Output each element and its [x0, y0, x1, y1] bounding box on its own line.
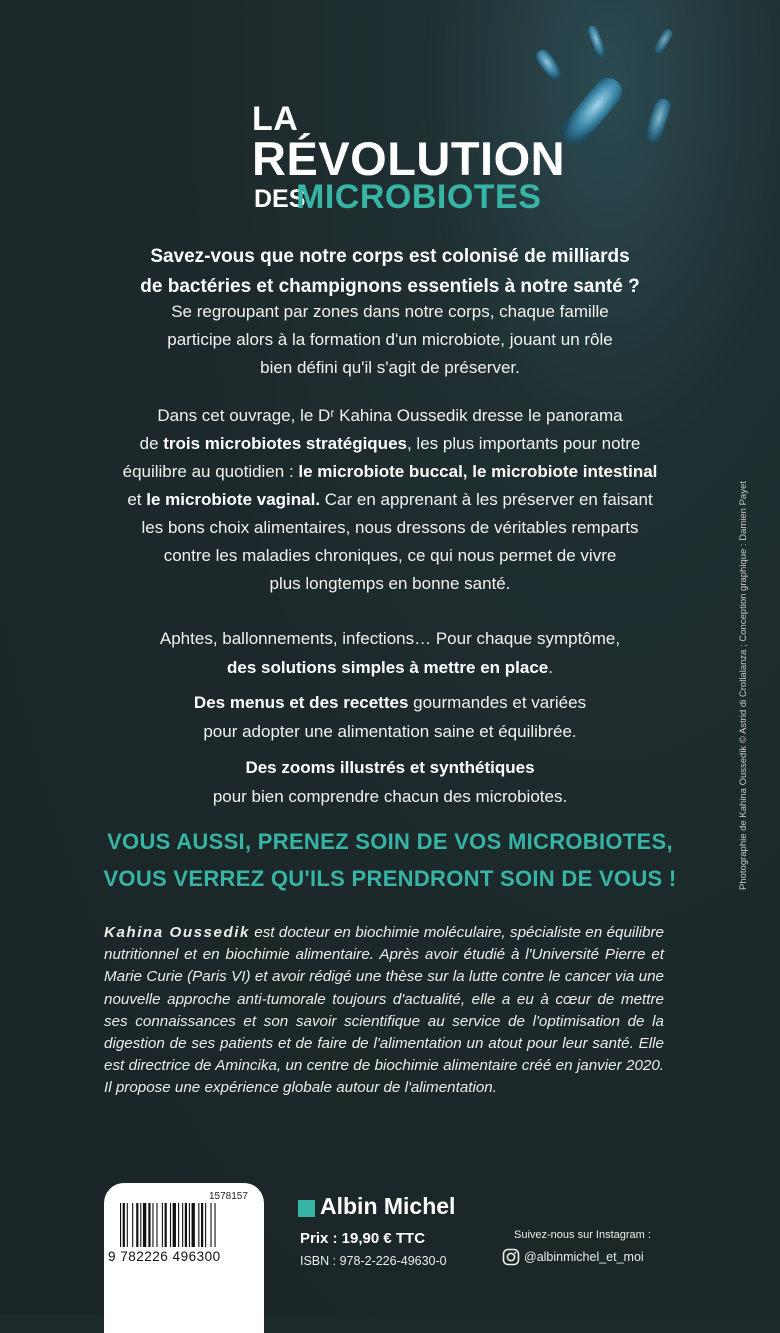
- barcode-bars: [120, 1203, 248, 1247]
- bold-text: trois microbiotes stratégiques: [163, 434, 407, 453]
- barcode-reference: 1578157: [209, 1191, 248, 1202]
- barcode-bar: [156, 1203, 157, 1247]
- text-line: [90, 653, 690, 682]
- barcode-bar: [192, 1203, 195, 1247]
- publisher-name: Albin Michel: [320, 1193, 456, 1219]
- instagram-handle: @albinmichel_et_moi: [524, 1250, 644, 1264]
- text-span: .: [548, 658, 553, 677]
- barcode-bar: [215, 1203, 216, 1247]
- overview-paragraph: [90, 402, 690, 598]
- text-line: bien défini qu'il s'agit de préserver.: [260, 358, 520, 377]
- text-line: Se regroupant par zones dans notre corps, chaque famille: [171, 302, 609, 321]
- barcode-bar: [182, 1203, 183, 1247]
- feature-symptoms: [90, 624, 690, 682]
- text-line: plus longtemps en bonne santé.: [269, 574, 511, 593]
- barcode-bar: [123, 1203, 125, 1247]
- feature-zooms: [90, 753, 690, 811]
- barcode-bar: [140, 1203, 141, 1247]
- instagram-label: Suivez-nous sur Instagram :: [514, 1229, 651, 1241]
- text-line: [90, 688, 690, 717]
- barcode-bar: [210, 1203, 211, 1247]
- bold-text: le microbiote buccal, le microbiote intestinal: [298, 462, 658, 481]
- lead-line: Savez-vous que notre corps est colonisé de milliards: [150, 246, 630, 267]
- text-line: [90, 753, 690, 782]
- text-line: pour adopter une alimentation saine et équilibrée.: [203, 722, 577, 741]
- barcode-bar: [120, 1203, 121, 1247]
- barcode-bar: [162, 1203, 163, 1247]
- text-span: de: [139, 434, 164, 453]
- text-span: et: [127, 490, 147, 509]
- barcode-bar: [152, 1203, 153, 1247]
- text-line: [90, 430, 690, 458]
- text-line: [90, 486, 690, 514]
- text-line: contre les maladies chroniques, ce qui nous permet de vivre: [163, 546, 617, 565]
- bold-text: Des zooms illustrés et synthétiques: [245, 758, 535, 777]
- author-name: Kahina Oussedik: [104, 924, 250, 941]
- text-line: pour bien comprendre chacun des microbiotes.: [212, 787, 568, 806]
- slogan-line: VOUS VERREZ QU'ILS PRENDRONT SOIN DE VOUS !: [103, 866, 677, 891]
- bold-text: le microbiote vaginal.: [146, 490, 321, 509]
- barcode-bar: [201, 1203, 203, 1247]
- barcode-digits: 9 782226 496300: [108, 1249, 221, 1264]
- barcode-bar: [143, 1203, 146, 1247]
- text-line: Aphtes, ballonnements, infections… Pour chaque symptôme,: [159, 629, 621, 648]
- publisher-mark-icon: [298, 1200, 315, 1217]
- text-line: les bons choix alimentaires, nous dressons de véritables remparts: [141, 518, 639, 537]
- text-span: , les plus importants pour notre: [406, 434, 641, 453]
- title-line-la: LA: [252, 100, 299, 138]
- barcode-bar: [198, 1203, 199, 1247]
- intro-paragraph: [90, 298, 690, 382]
- title-line-revolution: RÉVOLUTION: [252, 132, 566, 185]
- text-span: équilibre au quotidien :: [122, 462, 299, 481]
- slogan-line: VOUS AUSSI, PRENEZ SOIN DE VOS MICROBIOTES,: [107, 829, 673, 854]
- barcode-bar: [205, 1203, 206, 1247]
- lead-line: de bactéries et champignons essentiels à notre santé ?: [140, 276, 640, 297]
- barcode-bar: [132, 1203, 133, 1247]
- barcode-bar: [148, 1203, 150, 1247]
- barcode-bar: [185, 1203, 187, 1247]
- barcode: [104, 1183, 264, 1333]
- feature-recipes: [90, 688, 690, 746]
- barcode-bar: [165, 1203, 167, 1247]
- title-line-microbiotes: MICROBIOTES: [296, 178, 542, 216]
- text-span: Car en apprenant à les préserver en faisant: [320, 490, 653, 509]
- barcode-bar: [170, 1203, 171, 1247]
- barcode-bar: [189, 1203, 190, 1247]
- lead-question: [90, 242, 690, 302]
- barcode-bar: [178, 1203, 179, 1247]
- text-line: participe alors à la formation d'un microbiote, jouant un rôle: [167, 330, 613, 349]
- barcode-bar: [173, 1203, 176, 1247]
- instagram-icon: [502, 1248, 520, 1266]
- text-line: [90, 458, 690, 486]
- barcode-bar: [136, 1203, 138, 1247]
- slogan: [70, 823, 710, 897]
- barcode-bar: [127, 1203, 128, 1247]
- author-bio-text: est docteur en biochimie moléculaire, spécialiste en équilibre nutritionnel et en biochimie alimentaire. Après avoir étudié à l'Université Pierre et Marie Curie (Paris VI) et avoir rédigé une thèse sur la lutte contre le cancer via une nouvelle approche anti-tumorale toujours d'actualité, elle a eu à cœur de mettre ses connaissances et son savoir scientifique au service de l'optimisation de la digestion de ses patients et de faire de l'alimentation un atout pour leur santé. Elle est directrice de Amincika, un centre de biochimie alimentaire créé en janvier 2020. Il propose une expérience globale autour de l'alimentation.: [104, 924, 664, 1097]
- text-span: gourmandes et variées: [408, 693, 587, 712]
- title-line-des: DES: [254, 185, 306, 213]
- author-bio: [104, 922, 664, 1100]
- photo-credit: Photographie de Kahina Oussedik © Astrid di Crollalanza ; Conception graphique : Damien Payet: [738, 481, 749, 890]
- bold-text: Des menus et des recettes: [193, 693, 409, 712]
- isbn: ISBN : 978-2-226-49630-0: [300, 1254, 447, 1268]
- text-line: Dans cet ouvrage, le Dʳ Kahina Oussedik dresse le panorama: [157, 406, 623, 425]
- bold-text: des solutions simples à mettre en place: [227, 658, 549, 677]
- price: Prix : 19,90 € TTC: [300, 1230, 426, 1247]
